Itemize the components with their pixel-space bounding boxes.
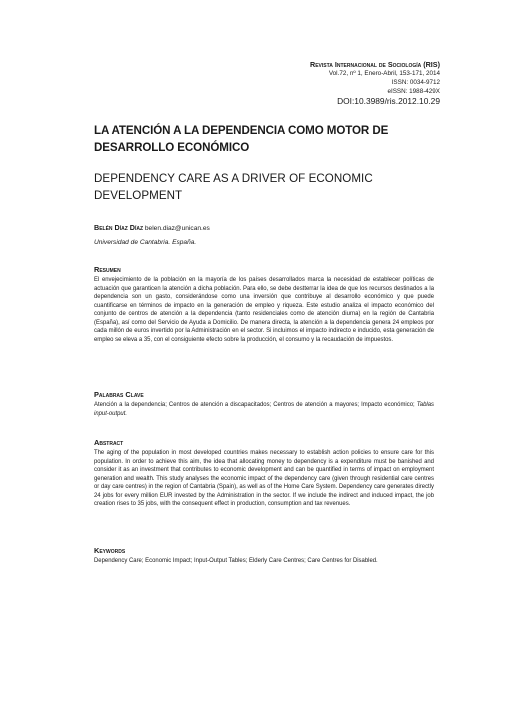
journal-doi: DOI:10.3989/ris.2012.10.29 [337, 96, 440, 106]
author-email[interactable]: belen.diaz@unican.es [144, 225, 210, 232]
journal-header [310, 60, 440, 107]
palabras-clave-plain: Atención a la dependencia; Centros de atención a discapacitados; Centros de atención a mayores; Impacto económico; [94, 402, 417, 408]
journal-name: Revista Internacional de Sociología (RIS) [310, 60, 440, 69]
abstract-text: The aging of the population in most developed countries makes necessary to establish action policies to ensure care for this population. In order to achieve this aim, the idea that allocating money to dependency is a expenditure must be banished and consider it as an investment that contributes to economic development and can be quantified in terms of impact on employment generation and wealth. This study analyses the economic impact of the dependency care (given through residential care centres or day care centres) in the region of Cantabria (Spain), as well as of the Home Care System. Dependency care generates directly 24 jobs for every million EUR invested by the Administration in the sector. If we include the indirect and induced impact, the job creation rises to 35 jobs, with the consequent effect in production, consumption and tax revenues. [94, 450, 434, 508]
journal-eissn: eISSN: 1988-429X [387, 88, 440, 95]
palabras-clave-heading: Palabras Clave [94, 390, 144, 399]
author-affiliation: Universidad de Cantabria. España. [94, 239, 197, 246]
journal-volume: Vol.72, nº 1, Enero-Abril, 153-171, 2014 [328, 70, 440, 77]
title-english: DEPENDENCY CARE AS A DRIVER OF ECONOMIC DEVELOPMENT [94, 172, 373, 202]
title-spanish: LA ATENCIÓN A LA DEPENDENCIA COMO MOTOR DE DESARROLLO ECONÓMICO [94, 124, 389, 154]
author-name: Belén Díaz Díaz [94, 223, 144, 232]
author-line [94, 223, 210, 232]
keywords-heading: Keywords [94, 546, 126, 555]
palabras-clave-text [94, 401, 434, 418]
abstract-heading: Abstract [94, 438, 124, 447]
journal-issn: ISSN: 0034-9712 [391, 79, 440, 86]
resumen-heading: Resumen [94, 265, 121, 274]
palabras-clave-italic: Tablas input-output. [94, 402, 434, 417]
keywords-text: Dependency Care; Economic Impact; Input-Output Tables; Elderly Care Centres; Care Centres for Disabled. [94, 558, 378, 564]
resumen-text: El envejecimiento de la población en la mayoría de los países desarrollados marca la necesidad de establecer políticas de actuación que garanticen la atención a dicha población. Para ello, se debe destterrar la idea de que los recursos destinados a la dependencia son un gasto, considerándose como una inversión que contribuye al desarrollo económico y que puede cuantificarse en términos de impacto en la generación de empleo y riqueza. Este estudio analiza el impacto económico del conjunto de centros de atención a la dependencia (tanto residenciales como de atención diurna) en la región de Cantabria (España), así como del Servicio de Ayuda a Domicilio. De manera directa, la atención a la dependencia genera 24 empleos por cada millón de euros invertido por la Administración en el sector. Si incluimos el impacto indirecto e inducido, esta generación de empleo se eleva a 35, con el consiguiente efecto sobre la producción, el consumo y la recaudación de impuestos. [94, 277, 434, 343]
